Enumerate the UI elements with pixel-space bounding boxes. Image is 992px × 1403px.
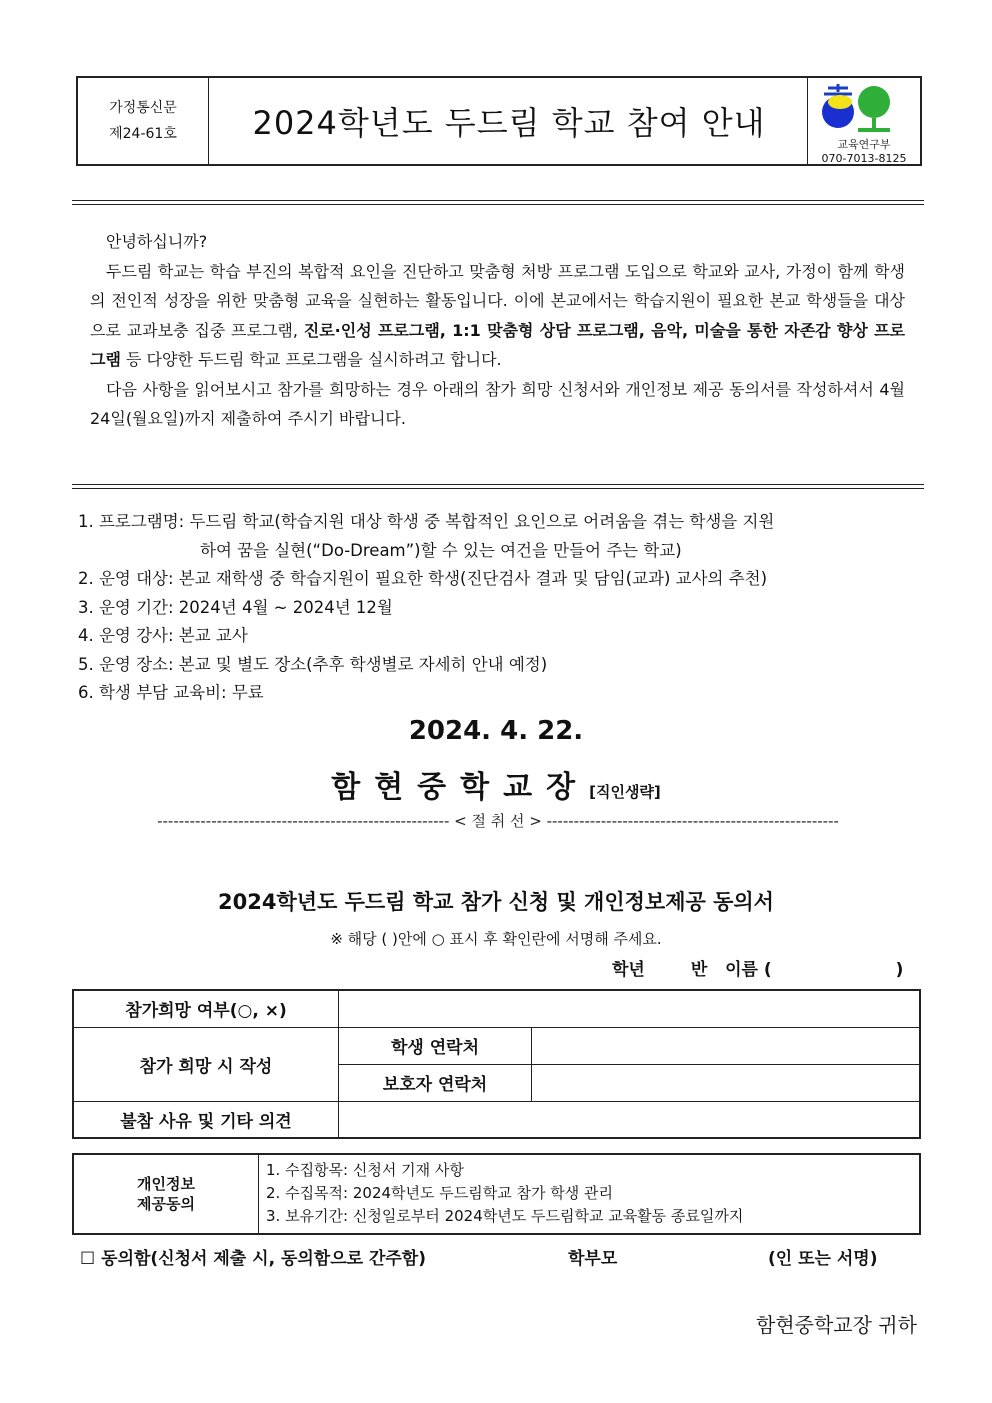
privacy-consent-terms bbox=[266, 1159, 743, 1228]
header-box bbox=[76, 76, 922, 166]
consent-item: 1. 수집항목: 신청서 기재 사항 bbox=[266, 1161, 464, 1179]
participation-label: 참가희망 여부(○, ×) bbox=[73, 990, 339, 1027]
form-title: 2024학년도 두드림 학교 참가 신청 및 개인정보제공 동의서 bbox=[218, 890, 774, 914]
absence-reason-label: 불참 사유 및 기타 의견 bbox=[73, 1101, 339, 1138]
seal-omitted: [직인생략] bbox=[589, 783, 661, 801]
signer: 함현중학교장[직인생략] bbox=[331, 770, 661, 805]
detail-instructor: 4. 운영 강사: 본교 교사 bbox=[78, 626, 248, 645]
issue-label: 가정통신문 bbox=[109, 100, 177, 116]
issue-date: 2024. 4. 22. bbox=[408, 716, 584, 746]
greeting: 안녕하십니까? bbox=[106, 232, 208, 251]
school-logo bbox=[807, 78, 920, 164]
agree-checkbox[interactable]: ☐ 동의함(신청서 제출 시, 동의함으로 간주함) bbox=[80, 1249, 427, 1269]
student-info-line: 학년 반 이름 ( ) bbox=[612, 960, 904, 980]
issue-info bbox=[78, 78, 209, 164]
program-details bbox=[78, 508, 774, 708]
intro-paragraph-1: 두드림 학교는 학습 부진의 복합적 요인을 진단하고 맞춤형 처방 프로그램 도입으로 학교와 교사, 가정이 함께 학생의 전인적 성장을 위한 맞춤형 교육을 실현하는 활동입니다. 이에 본교에서는 학습지원이 필요한 본교 학생들을 대상으로 교과보충 집중 프로그램, 진로·인성 프로그램, 1:1 맞춤형 상담 프로그램, 음악, 미술을 통한 자존감 향상 프로그램 등 다양한 두드림 학교 프로그램을 실시하려고 합니다. bbox=[90, 261, 906, 369]
divider bbox=[72, 200, 924, 201]
detail-target: 2. 운영 대상: 본교 재학생 중 학습지원이 필요한 학생(진단검사 결과 및 담임(교과) 교사의 추천) bbox=[78, 569, 768, 588]
school-logo-icon bbox=[808, 80, 920, 142]
detail-period: 3. 운영 기간: 2024년 4월 ~ 2024년 12월 bbox=[78, 597, 393, 617]
intro-text bbox=[90, 227, 905, 434]
application-table bbox=[72, 989, 921, 1139]
consent-item: 3. 보유기간: 신청일로부터 2024학년도 두드림학교 교육활동 종료일까지 bbox=[266, 1207, 744, 1225]
detail-cost: 6. 학생 부담 교육비: 무료 bbox=[78, 683, 264, 702]
privacy-consent-label: 개인정보 제공동의 bbox=[74, 1155, 259, 1233]
divider bbox=[72, 484, 924, 485]
student-contact-label: 학생 연락처 bbox=[339, 1027, 532, 1064]
participation-input[interactable] bbox=[339, 990, 921, 1027]
detail-program-name: 1. 프로그램명: 두드림 학교(학습지원 대상 학생 중 복합적인 요인으로 어려움을 겪는 학생을 지원 bbox=[78, 512, 775, 531]
signature-label: (인 또는 서명) bbox=[768, 1249, 878, 1269]
detail-location: 5. 운영 장소: 본교 및 별도 장소(추후 학생별로 자세히 안내 예정) bbox=[78, 654, 548, 674]
parent-label: 학부모 bbox=[568, 1249, 618, 1269]
closing-addressee: 함현중학교장 귀하 bbox=[756, 1313, 917, 1337]
privacy-consent-box bbox=[72, 1153, 921, 1235]
form-note: ※ 해당 ( )안에 ○ 표시 후 확인란에 서명해 주세요. bbox=[330, 930, 662, 948]
consent-item: 2. 수집목적: 2024학년도 두드림학교 참가 학생 관리 bbox=[266, 1184, 613, 1202]
absence-reason-input[interactable] bbox=[339, 1101, 921, 1138]
student-contact-input[interactable] bbox=[532, 1027, 921, 1064]
intro-paragraph-2: 다음 사항을 읽어보시고 참가를 희망하는 경우 아래의 참가 희망 신청서와 개인정보 제공 동의서를 작성하셔서 4월 24일(월요일)까지 제출하여 주시기 바랍니다. bbox=[90, 379, 905, 428]
contact-section-label: 참가 희망 시 작성 bbox=[73, 1027, 339, 1101]
issue-number: 제24-61호 bbox=[109, 126, 177, 142]
detail-program-name-cont: 하여 꿈을 실현(“Do-Dream”)할 수 있는 여건을 만들어 주는 학교) bbox=[200, 540, 682, 560]
page-title: 2024학년도 두드림 학교 참여 안내 bbox=[252, 104, 766, 142]
cut-line: ------------------------------------------------------ < 절 취 선 > ------------------------------------------------------ bbox=[157, 812, 839, 830]
parent-contact-input[interactable] bbox=[532, 1064, 921, 1101]
parent-contact-label: 보호자 연락처 bbox=[339, 1064, 532, 1101]
dept-phone: 070-7013-8125 bbox=[821, 152, 907, 165]
divider bbox=[72, 488, 924, 489]
divider bbox=[72, 204, 924, 205]
dept-name: 교육연구부 bbox=[837, 138, 891, 151]
